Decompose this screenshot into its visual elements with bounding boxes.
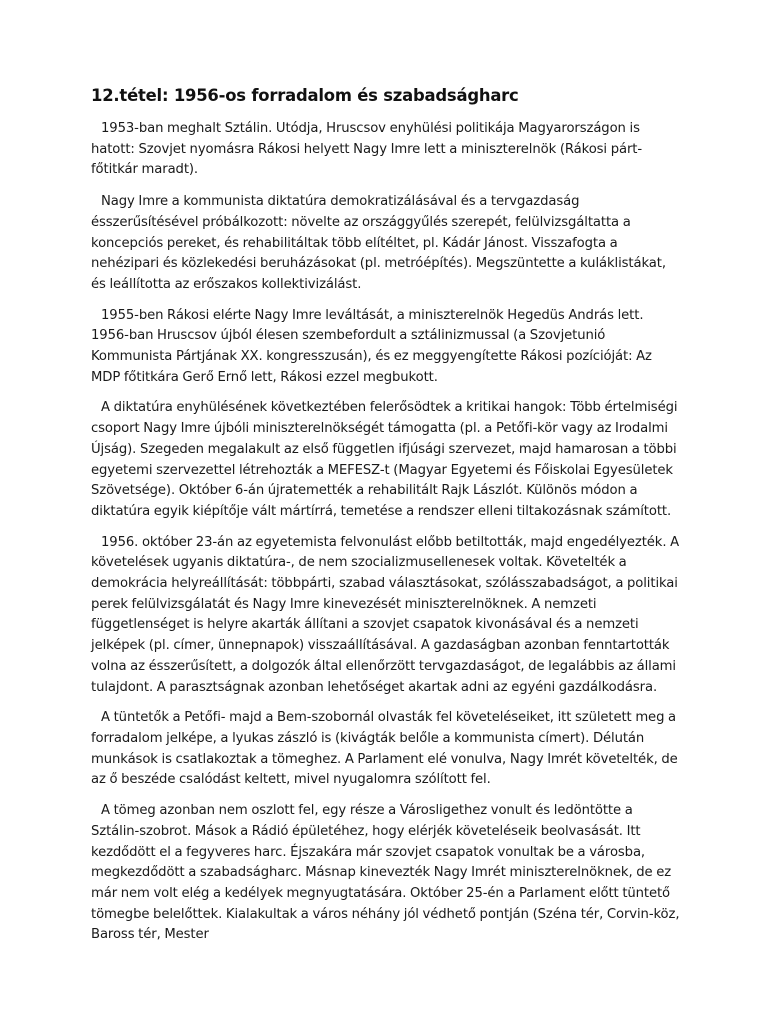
paragraph-4: A diktatúra enyhülésének következtében felerősödtek a kritikai hangok: Több értelmiségi csoport Nagy Imre újbóli miniszterelnökségét támogatta (pl. a Petőfi-kör vagy az Irodalmi Újság). Szegeden megalakult az első független ifjúsági szervezet, majd hamarosan a többi egyetemi szervezettel létrehozták a MEFESZ-t (Magyar Egyetemi és Főiskolai Egyesületek Szövetsége). Október 6-án újratemették a rehabilitált Rajk Lászlót. Különös módon a diktatúra egyik kiépítője vált mártírrá, temetése a rendszer elleni tiltakozásnak számított. <box>91 400 678 519</box>
paragraph-2: Nagy Imre a kommunista diktatúra demokratizálásával és a tervgazdaság ésszerűsítésével próbálkozott: növelte az országgyűlés szerepét, felülvizsgáltatta a koncepciós pereket, és rehabilitáltak több elítéltet, pl. Kádár Jánost. Visszafogta a nehézipari és közlekedési beruházásokat (pl. metróépítés). Megszüntette a kuláklistákat, és leállította az erőszakos kollektivizálást. <box>91 194 666 292</box>
paragraph-6: A tüntetők a Petőfi- majd a Bem-szobornál olvasták fel követeléseiket, itt született meg a forradalom jelképe, a lyukas zászló is (kivágták belőle a kommunista címert). Délután munkások is csatlakoztak a tömeghez. A Parlament elé vonulva, Nagy Imrét követelték, de az ő beszéde csalódást keltett, mivel nyugalomra szólított fel. <box>91 710 678 788</box>
document-title: 12.tétel: 1956-os forradalom és szabadságharc <box>91 86 519 105</box>
document-page <box>91 84 681 956</box>
paragraph-5: 1956. október 23-án az egyetemista felvonulást előbb betiltották, majd engedélyezték. A követelések ugyanis diktatúra-, de nem szocializmusellenesek voltak. Követelték a demokrácia helyreállítását: többpárti, szabad választásokat, szólásszabadságot, a politikai perek felülvizsgálatát és Nagy Imre kinevezését miniszterelnöknek. A nemzeti függetlenséget is helyre akarták állítani a szovjet csapatok kivonásával és a nemzeti jelképek (pl. címer, ünnepnapok) visszaállításával. A gazdaságban azonban fenntartották volna az ésszerűsített, a dolgozók által ellenőrzött tervgazdaságot, de legalábbis az állami tulajdont. A parasztságnak azonban lehetőséget akartak adni az egyéni gazdálkodásra. <box>91 534 680 695</box>
paragraph-7: A tömeg azonban nem oszlott fel, egy része a Városligethez vonult és ledöntötte a Sztálin-szobrot. Mások a Rádió épületéhez, hogy elérjék követeléseik beolvasását. Itt kezdődött el a fegyveres harc. Éjszakára már szovjet csapatok vonultak be a városba, megkezdődött a szabadságharc. Másnap kinevezték Nagy Imrét miniszterelnöknek, de ez már nem volt elég a kedélyek megnyugtatására. Október 25-én a Parlament előtt tüntető tömegbe belelőttek. Kialakultak a város néhány jól védhető pontján (Széna tér, Corvin-köz, Baross tér, Mester <box>91 803 680 943</box>
paragraph-1: 1953-ban meghalt Sztálin. Utódja, Hruscsov enyhülési politikája Magyarországon is hatott: Szovjet nyomásra Rákosi helyett Nagy Imre lett a miniszterelnök (Rákosi párt-főtitkár maradt). <box>91 121 642 178</box>
paragraph-3: 1955-ben Rákosi elérte Nagy Imre leváltását, a miniszterelnök Hegedüs András lett. 1956-ban Hruscsov újból élesen szembefordult a sztálinizmussal (a Szovjetunió Kommunista Pártjának XX. kongresszusán), és ez meggyengítette Rákosi pozícióját: Az MDP főtitkára Gerő Ernő lett, Rákosi ezzel megbukott. <box>91 307 652 385</box>
